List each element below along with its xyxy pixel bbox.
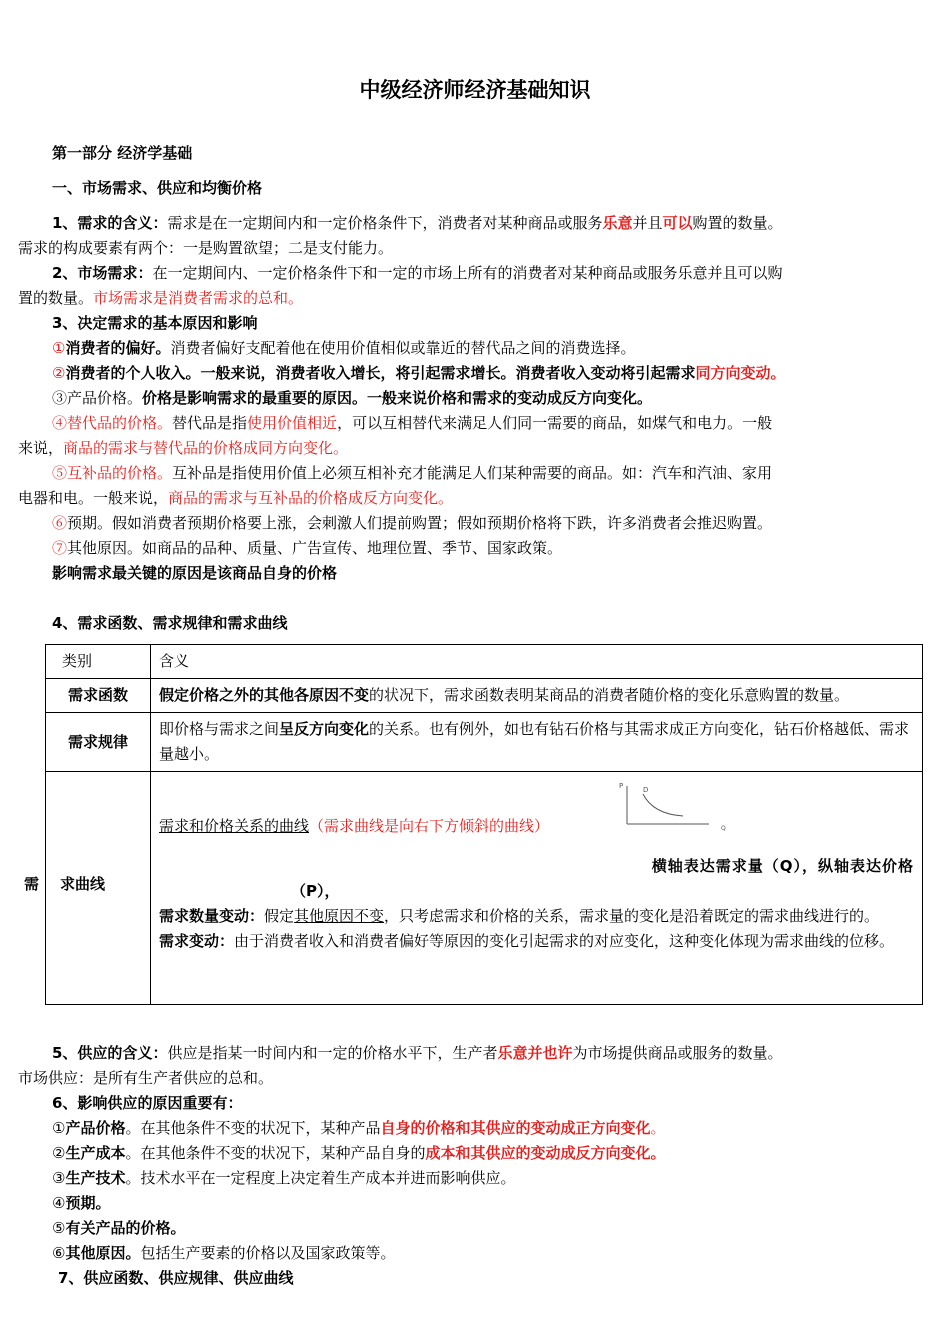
demand-definition-label: 1、需求的含义： (52, 214, 168, 232)
text: 假定价格之外的其他各原因不变 (159, 686, 370, 704)
section-heading-4: 4、需求函数、需求规律和需求曲线 (52, 614, 288, 632)
highlight: 乐意 (602, 214, 633, 232)
text: 预期。假如消费者预期价格要上涨，会刺激人们提前购置；假如预期价格将下跌，许多消费者会推迟购置。 (67, 514, 773, 532)
row-content-demand-function (151, 679, 923, 713)
underlined-text: 其他原因不变 (294, 907, 385, 925)
circled-number: ⑦ (52, 539, 68, 557)
factor-6 (52, 511, 950, 536)
factor-7 (52, 536, 950, 561)
text: 包括生产要素的价格以及国家政策等。 (140, 1244, 396, 1262)
text: 供应是指某一时间内和一定的价格水平下，生产者 (167, 1044, 498, 1062)
factor-1 (52, 336, 950, 361)
part-heading: 第一部分 经济学基础 (52, 144, 193, 162)
text: 。在其他条件不变的状况下，某种产品自身的 (125, 1144, 426, 1162)
supply-definition (52, 1041, 950, 1066)
row-content-demand-law (151, 713, 923, 772)
supply-definition-label: 5、供应的含义： (52, 1044, 168, 1062)
text: 预期。 (65, 1194, 111, 1212)
supply-factor-2 (52, 1141, 950, 1166)
circled-number: ④ (52, 414, 68, 432)
text: 生产成本 (65, 1144, 126, 1162)
table-header-category: 类别 (46, 645, 151, 679)
highlight: 使用价值相近 (247, 414, 338, 432)
circled-number: ④ (52, 1194, 66, 1212)
text: 呈反方向变化 (279, 720, 370, 738)
demand-elements: 需求的构成要素有两个：一是购置欲望；二是支付能力。 (18, 239, 394, 257)
row-label-text: 求曲线 (60, 875, 106, 893)
highlight: 。 (650, 1119, 666, 1137)
text: 需求变动： (159, 932, 235, 950)
circled-number: ② (52, 364, 66, 382)
text: 即价格与需求之间 (159, 720, 280, 738)
market-supply: 市场供应：是所有生产者供应的总和。 (18, 1069, 274, 1087)
text: 替代品是指 (172, 414, 248, 432)
market-demand-cont (18, 286, 918, 311)
text: 其他原因。 (65, 1244, 141, 1262)
factor-4 (52, 411, 950, 436)
text: 其他原因。如商品的品种、质量、广告宣传、地理位置、季节、国家政策。 (67, 539, 563, 557)
text: 产品价格 (65, 1119, 126, 1137)
factor-2 (52, 361, 950, 386)
section-heading-1: 一、市场需求、供应和均衡价格 (52, 179, 263, 197)
highlight: 商品的需求与互补品的价格成反方向变化。 (168, 489, 454, 507)
demand-curve-graph (613, 780, 733, 836)
highlight: 替代品的价格。 (67, 414, 173, 432)
circled-number: ⑤ (52, 464, 68, 482)
text: 。在其他条件不变的状况下，某种产品 (125, 1119, 381, 1137)
graph-axis-p-label: P (619, 782, 624, 790)
supply-factors-heading: 6、影响供应的原因重要有： (52, 1094, 243, 1112)
demand-curve-line (643, 794, 683, 816)
text: ，只考虑需求和价格的关系，需求量的变化是沿着既定的需求曲线进行的。 (384, 907, 880, 925)
text: 来说， (18, 439, 64, 457)
circled-number: ⑤ (52, 1219, 66, 1237)
text: 为市场提供商品或服务的数量。 (572, 1044, 783, 1062)
quantity-change (159, 904, 914, 929)
text: 并且 (632, 214, 663, 232)
highlight: 互补品的价格。 (67, 464, 173, 482)
text: 的关系。也有例外，如也有钻石价格与其需求成正方向变化，钻石价格越低、需求量越小。 (159, 720, 910, 763)
graph-curve-d-label: D (643, 786, 649, 794)
text: 消费者的偏好。 (65, 339, 171, 357)
highlight: 同方向变动。 (695, 364, 786, 382)
highlight: 可以 (662, 214, 693, 232)
factors-heading: 3、决定需求的基本原因和影响 (52, 314, 258, 332)
text: 的状况下，需求函数表明某商品的消费者随价格的变化乐意购置的数量。 (369, 686, 850, 704)
axis-description-cont: （P）， (291, 882, 340, 900)
highlight: 乐意并也许 (497, 1044, 573, 1062)
circled-number: ⑥ (52, 1244, 66, 1262)
row-label-demand-function: 需求函数 (46, 679, 151, 713)
table-header-row (46, 645, 923, 679)
text: 假定 (264, 907, 295, 925)
text: 。技术水平在一定程度上决定着生产成本并进而影响供应。 (125, 1169, 516, 1187)
highlight: 自身的价格和其供应的变动成正方向变化 (380, 1119, 651, 1137)
text: 产品价格。 (67, 389, 143, 407)
row-label-demand-law: 需求规律 (46, 713, 151, 772)
text: 购置的数量。 (692, 214, 783, 232)
demand-change (159, 929, 914, 954)
supply-factor-4 (52, 1191, 950, 1216)
underlined-text: 需求和价格关系的曲线 (159, 817, 310, 835)
highlight: 商品的需求与替代品的价格成同方向变化。 (63, 439, 349, 457)
table-header-meaning: 含义 (151, 645, 923, 679)
highlight: 成本和其供应的变动成反方向变化。 (425, 1144, 666, 1162)
graph-axis-q-label: Q (721, 825, 726, 832)
circled-number: ① (52, 339, 66, 357)
text: 消费者偏好支配着他在使用价值相似或靠近的替代品之间的消费选择。 (170, 339, 636, 357)
market-demand-label: 2、市场需求： (52, 264, 153, 282)
supply-factor-5 (52, 1216, 950, 1241)
key-factor-note: 影响需求最关键的原因是该商品自身的价格 (52, 564, 338, 582)
factor-5 (52, 461, 950, 486)
circled-number: ⑥ (52, 514, 68, 532)
factor-4-cont (18, 436, 918, 461)
highlight: 市场需求是消费者需求的总和。 (93, 289, 304, 307)
circled-number: ③ (52, 389, 68, 407)
supply-factor-3 (52, 1166, 950, 1191)
text: 有关产品的价格。 (65, 1219, 186, 1237)
text: 生产技术 (65, 1169, 126, 1187)
circled-number: ② (52, 1144, 66, 1162)
row-content-demand-curve (151, 772, 923, 1005)
demand-table (24, 644, 923, 1005)
market-demand (52, 261, 950, 286)
text: 在一定期间内、一定价格条件下和一定的市场上所有的消费者对某种商品或服务乐意并且可以购 (152, 264, 783, 282)
document-title: 中级经济师经济基础知识 (359, 78, 591, 102)
circled-number: ① (52, 1119, 66, 1137)
table-row (46, 679, 923, 713)
axis-description: 横轴表达需求量（Q），纵轴表达价格 (651, 857, 914, 875)
row-label-overflow: 需 (24, 875, 40, 893)
section-heading-7: 7、供应函数、供应规律、供应曲线 (58, 1269, 294, 1287)
text: 由于消费者收入和消费者偏好等原因的变化引起需求的对应变化，这种变化体现为需求曲线的位移。 (234, 932, 895, 950)
text: 价格是影响需求的最重要的原因。一般来说价格和需求的变动成反方向变化。 (142, 389, 653, 407)
curve-description (159, 814, 914, 839)
highlight: （需求曲线是向右下方倾斜的曲线） (309, 817, 550, 835)
text: 置的数量。 (18, 289, 94, 307)
text: 互补品是指使用价值上必须互相补充才能满足人们某种需要的商品。如：汽车和汽油、家用 (172, 464, 773, 482)
text: 电器和电。一般来说， (18, 489, 169, 507)
factor-3 (52, 386, 950, 411)
supply-factor-6 (52, 1241, 950, 1266)
text: 需求是在一定期间内和一定价格条件下，消费者对某种商品或服务 (167, 214, 603, 232)
row-label-demand-curve (24, 772, 151, 1005)
text: 消费者的个人收入。一般来说，消费者收入增长，将引起需求增长。消费者收入变动将引起需求 (65, 364, 696, 382)
table-row (46, 772, 923, 1005)
factor-5-cont (18, 486, 918, 511)
supply-factor-1 (52, 1116, 950, 1141)
text: ，可以互相替代来满足人们同一需要的商品，如煤气和电力。一般 (337, 414, 773, 432)
table-row (46, 713, 923, 772)
text: 需求数量变动： (159, 907, 265, 925)
demand-definition (52, 211, 950, 236)
circled-number: ③ (52, 1169, 66, 1187)
